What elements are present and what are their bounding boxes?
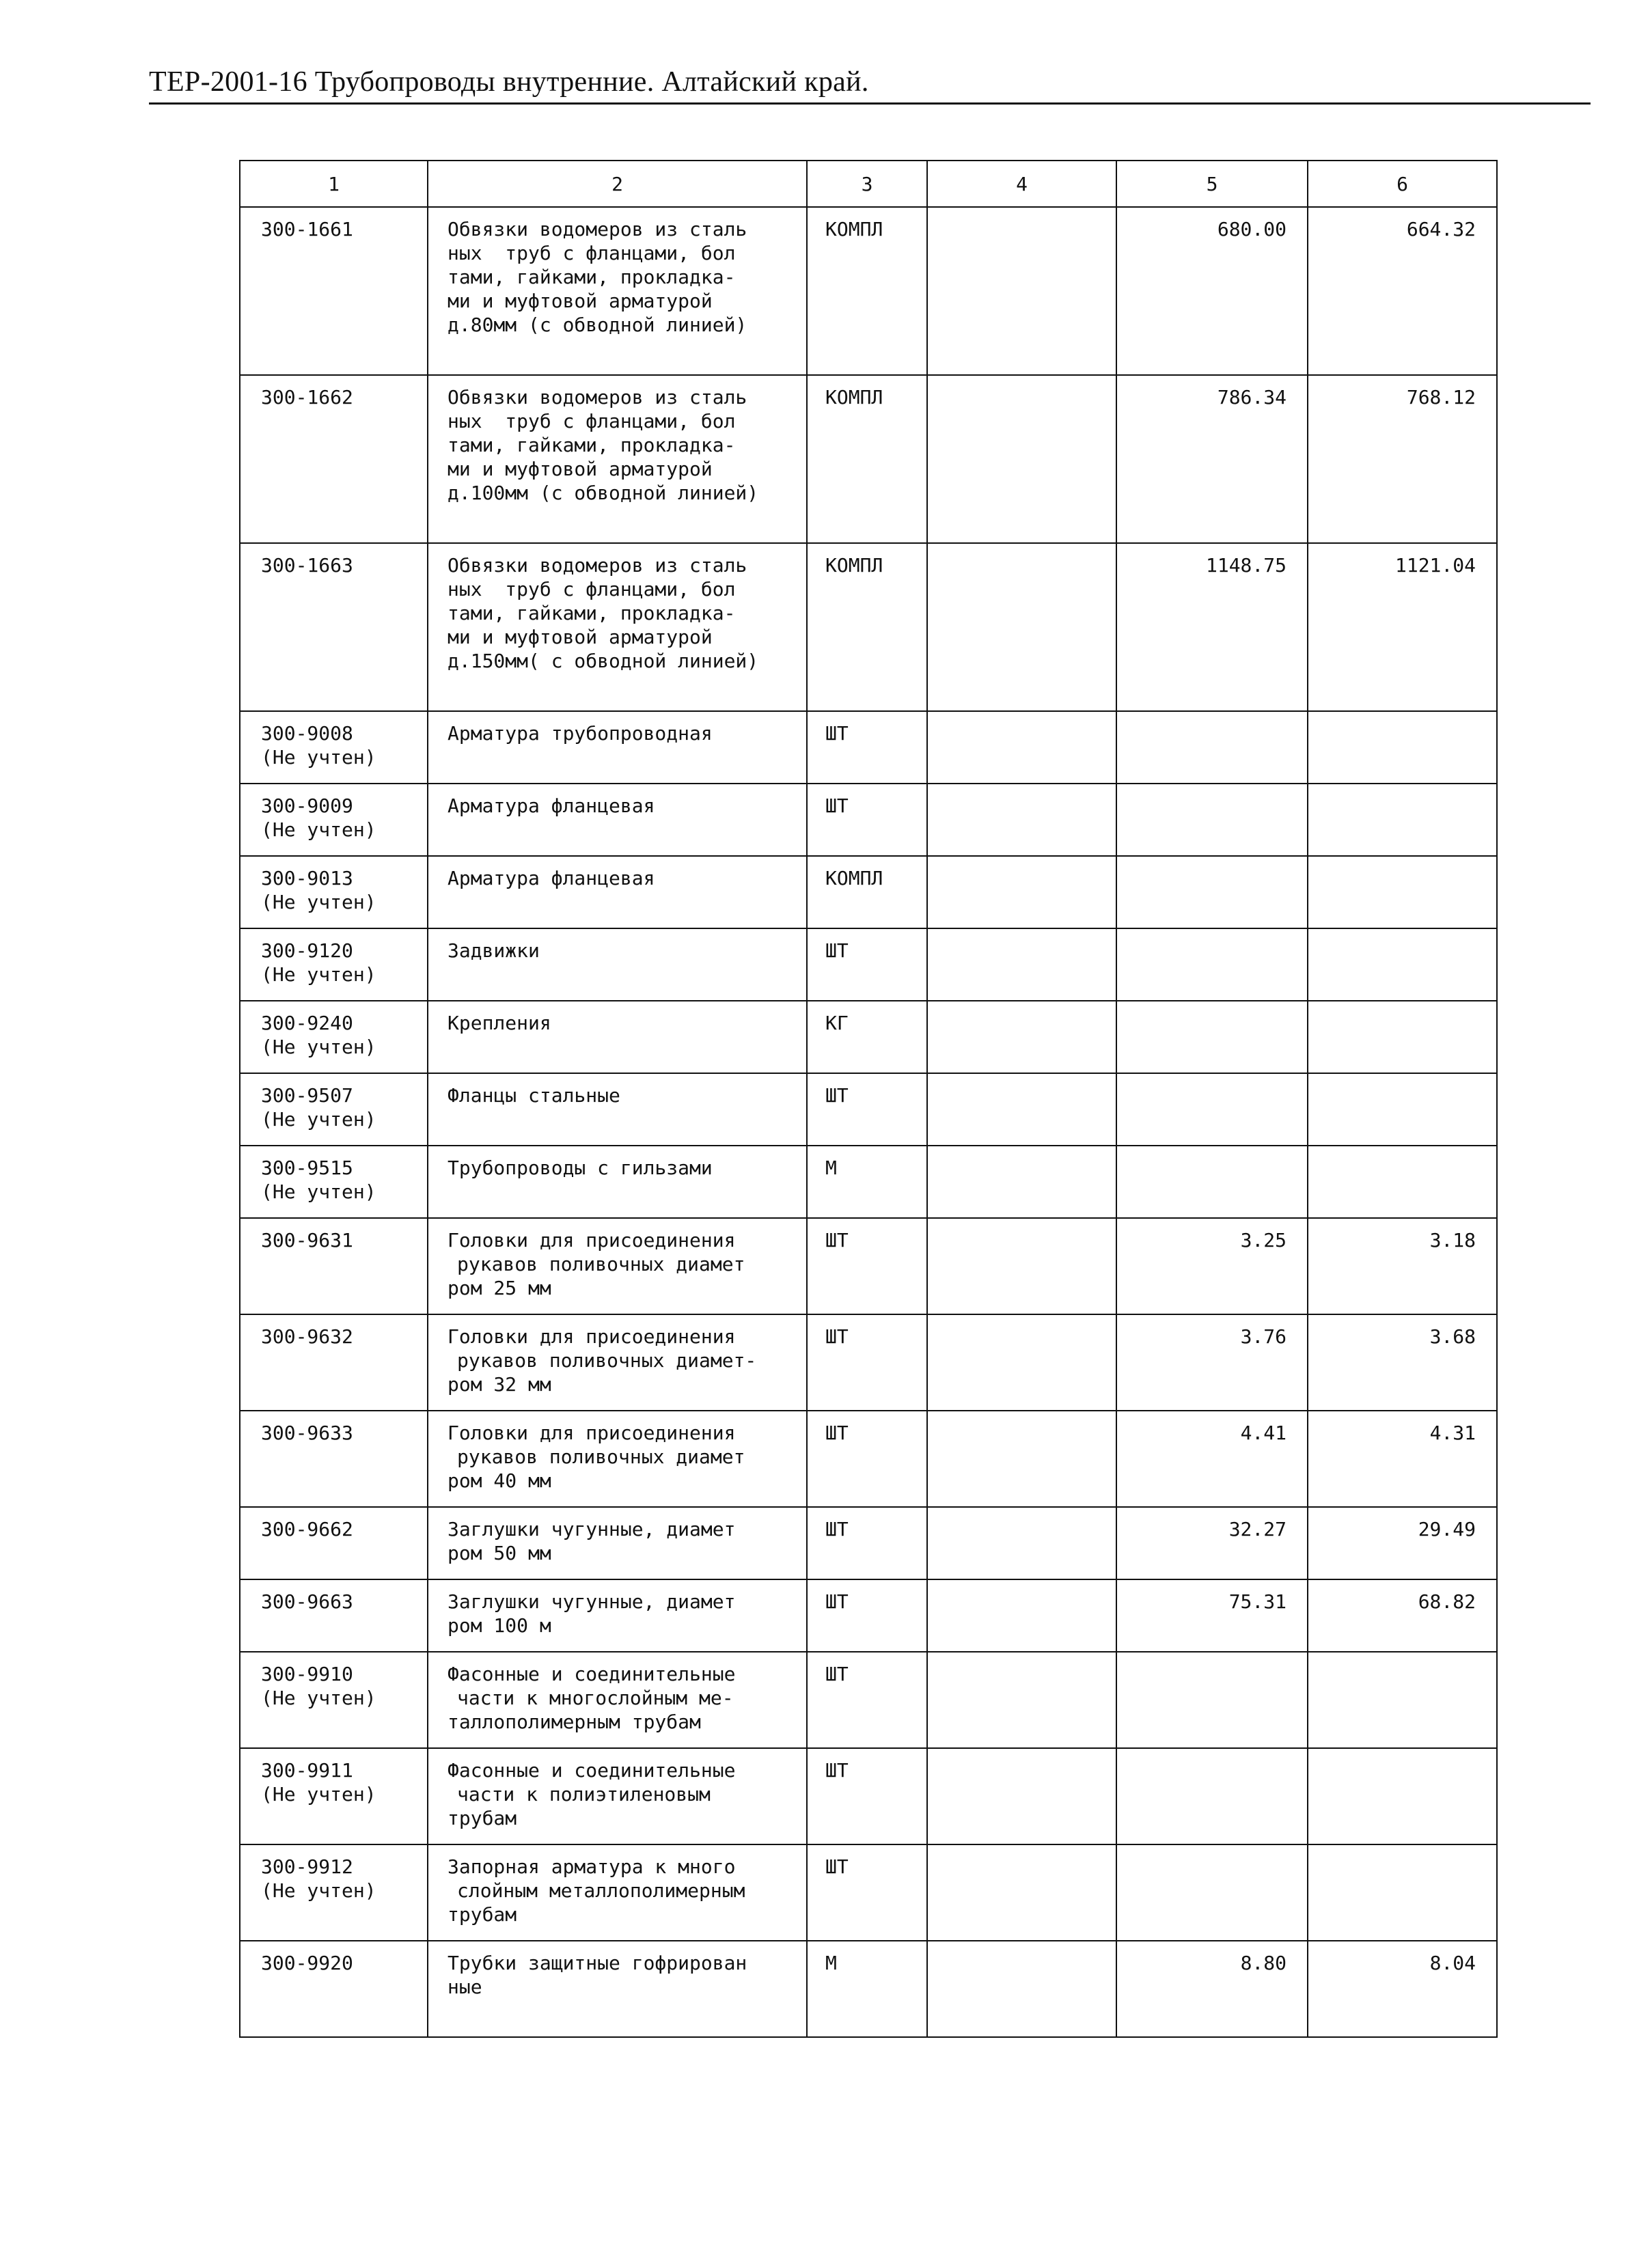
unit-cell: ШТ [807, 1652, 927, 1748]
row-code: 300-9631 [261, 1229, 353, 1251]
code-cell [240, 711, 428, 784]
name-line: трубам [448, 1903, 517, 1926]
code-cell [240, 1411, 428, 1507]
column-4-cell [927, 375, 1116, 543]
column-4-cell [927, 1314, 1116, 1411]
code-cell [240, 1579, 428, 1652]
unit-cell: М [807, 1146, 927, 1218]
column-6-price-cell: 3.18 [1308, 1218, 1497, 1314]
name-line: д.80мм (с обводной линией) [448, 314, 747, 336]
name-line: тами, гайками, прокладка- [448, 266, 736, 288]
column-5-price-cell: 75.31 [1116, 1579, 1308, 1652]
name-line: Обвязки водомеров из сталь [448, 218, 747, 240]
name-cell [428, 207, 807, 375]
name-line: рукавов поливочных диамет- [457, 1349, 757, 1372]
column-5-price-cell [1116, 1073, 1308, 1146]
column-5-price-cell [1116, 711, 1308, 784]
column-4-cell [927, 1579, 1116, 1652]
name-line: Фасонные и соединительные [448, 1759, 736, 1782]
name-cell [428, 856, 807, 928]
code-cell [240, 1844, 428, 1941]
code-cell [240, 1507, 428, 1579]
row-code: 300-9008 [261, 722, 353, 745]
column-5-price-cell: 8.80 [1116, 1941, 1308, 2037]
table-row [240, 1001, 1497, 1073]
name-cell [428, 1411, 807, 1507]
unit-cell: ШТ [807, 1748, 927, 1844]
name-cell [428, 1507, 807, 1579]
name-cell [428, 1844, 807, 1941]
name-line: части к полиэтиленовым [457, 1783, 711, 1806]
row-code: 300-9013 [261, 867, 353, 889]
row-note: (Не учтен) [261, 963, 376, 986]
column-4-cell [927, 1411, 1116, 1507]
row-code: 300-1663 [261, 554, 353, 577]
unit-cell: КОМПЛ [807, 207, 927, 375]
column-4-cell [927, 1941, 1116, 2037]
name-line: Головки для присоединения [448, 1229, 736, 1251]
row-note: (Не учтен) [261, 1108, 376, 1131]
name-line: ми и муфтовой арматурой [448, 458, 713, 480]
column-4-cell [927, 1652, 1116, 1748]
column-4-cell [927, 1001, 1116, 1073]
column-header: 4 [927, 161, 1116, 207]
table-row [240, 1218, 1497, 1314]
name-line: ром 40 мм [448, 1469, 551, 1492]
unit-cell: ШТ [807, 1073, 927, 1146]
column-header: 1 [240, 161, 428, 207]
column-6-price-cell [1308, 1748, 1497, 1844]
table-row [240, 856, 1497, 928]
name-line: Трубки защитные гофрирован [448, 1952, 747, 1974]
row-code: 300-9633 [261, 1422, 353, 1444]
name-line: части к многослойным ме- [457, 1687, 734, 1709]
name-line: д.100мм (с обводной линией) [448, 482, 759, 504]
table-row [240, 1411, 1497, 1507]
column-6-price-cell [1308, 856, 1497, 928]
name-cell [428, 1941, 807, 2037]
row-code: 300-9912 [261, 1855, 353, 1878]
column-4-cell [927, 1507, 1116, 1579]
name-line: Головки для присоединения [448, 1325, 736, 1348]
table-row [240, 375, 1497, 543]
column-4-cell [927, 1218, 1116, 1314]
code-cell [240, 543, 428, 711]
name-line: ные [448, 1976, 482, 1998]
table-row [240, 1073, 1497, 1146]
column-4-cell [927, 711, 1116, 784]
name-line: Запорная арматура к много [448, 1855, 736, 1878]
code-cell [240, 856, 428, 928]
unit-cell: ШТ [807, 1314, 927, 1411]
column-number-row [240, 161, 1497, 207]
column-4-cell [927, 856, 1116, 928]
column-6-price-cell [1308, 928, 1497, 1001]
name-cell [428, 543, 807, 711]
table-row [240, 543, 1497, 711]
row-code: 300-9662 [261, 1518, 353, 1540]
column-6-price-cell: 8.04 [1308, 1941, 1497, 2037]
table-row [240, 1941, 1497, 2037]
name-line: Обвязки водомеров из сталь [448, 386, 747, 409]
unit-cell: ШТ [807, 784, 927, 856]
name-cell [428, 1146, 807, 1218]
name-line: тами, гайками, прокладка- [448, 602, 736, 624]
row-code: 300-9009 [261, 794, 353, 817]
unit-cell: КГ [807, 1001, 927, 1073]
row-note: (Не учтен) [261, 1687, 376, 1709]
unit-cell: ШТ [807, 711, 927, 784]
unit-cell: КОМПЛ [807, 856, 927, 928]
name-line: Арматура фланцевая [448, 867, 655, 889]
row-code: 300-9120 [261, 939, 353, 962]
page-header: ТЕР-2001-16 Трубопроводы внутренние. Алтайский край. [149, 66, 869, 98]
name-line: рукавов поливочных диамет [457, 1253, 745, 1275]
name-line: ных труб с фланцами, бол [448, 242, 736, 264]
column-6-price-cell: 29.49 [1308, 1507, 1497, 1579]
column-6-price-cell [1308, 784, 1497, 856]
code-cell [240, 1146, 428, 1218]
unit-cell: ШТ [807, 1218, 927, 1314]
row-note: (Не учтен) [261, 818, 376, 841]
column-4-cell [927, 207, 1116, 375]
column-4-cell [927, 1073, 1116, 1146]
column-4-cell [927, 784, 1116, 856]
name-line: Головки для присоединения [448, 1422, 736, 1444]
column-5-price-cell: 786.34 [1116, 375, 1308, 543]
name-line: Крепления [448, 1012, 551, 1034]
table-row [240, 1748, 1497, 1844]
row-code: 300-9240 [261, 1012, 353, 1034]
code-cell [240, 1001, 428, 1073]
name-line: ром 25 мм [448, 1277, 551, 1299]
unit-cell: ШТ [807, 1411, 927, 1507]
column-5-price-cell: 32.27 [1116, 1507, 1308, 1579]
column-header: 5 [1116, 161, 1308, 207]
column-6-price-cell [1308, 711, 1497, 784]
column-5-price-cell: 3.76 [1116, 1314, 1308, 1411]
code-cell [240, 1314, 428, 1411]
name-line: Арматура трубопроводная [448, 722, 713, 745]
table-row [240, 1314, 1497, 1411]
table-row [240, 1652, 1497, 1748]
column-6-price-cell [1308, 1844, 1497, 1941]
name-line: таллополимерным трубам [448, 1711, 701, 1733]
column-6-price-cell [1308, 1146, 1497, 1218]
column-5-price-cell: 1148.75 [1116, 543, 1308, 711]
unit-cell: ШТ [807, 928, 927, 1001]
table-row [240, 1146, 1497, 1218]
name-cell [428, 928, 807, 1001]
unit-cell: КОМПЛ [807, 543, 927, 711]
code-cell [240, 928, 428, 1001]
name-line: Трубопроводы с гильзами [448, 1157, 713, 1179]
name-cell [428, 375, 807, 543]
price-table [239, 160, 1498, 2038]
name-cell [428, 784, 807, 856]
column-6-price-cell: 68.82 [1308, 1579, 1497, 1652]
code-cell [240, 207, 428, 375]
column-4-cell [927, 928, 1116, 1001]
name-line: ром 50 мм [448, 1542, 551, 1564]
column-6-price-cell: 3.68 [1308, 1314, 1497, 1411]
row-code: 300-9911 [261, 1759, 353, 1782]
column-5-price-cell: 4.41 [1116, 1411, 1308, 1507]
name-cell [428, 1579, 807, 1652]
row-note: (Не учтен) [261, 1180, 376, 1203]
name-line: трубам [448, 1807, 517, 1829]
row-code: 300-9507 [261, 1084, 353, 1107]
column-5-price-cell [1116, 1652, 1308, 1748]
row-note: (Не учтен) [261, 891, 376, 913]
name-line: ром 100 м [448, 1614, 551, 1637]
row-code: 300-9515 [261, 1157, 353, 1179]
column-6-price-cell: 664.32 [1308, 207, 1497, 375]
name-line: д.150мм( с обводной линией) [448, 650, 759, 672]
name-cell [428, 1218, 807, 1314]
column-5-price-cell [1116, 1844, 1308, 1941]
name-line: Обвязки водомеров из сталь [448, 554, 747, 577]
table-row [240, 784, 1497, 856]
header-rule [149, 102, 1591, 105]
table-row [240, 207, 1497, 375]
column-6-price-cell [1308, 1073, 1497, 1146]
column-5-price-cell [1116, 928, 1308, 1001]
name-line: ми и муфтовой арматурой [448, 290, 713, 312]
name-cell [428, 711, 807, 784]
name-line: ми и муфтовой арматурой [448, 626, 713, 648]
unit-cell: ШТ [807, 1579, 927, 1652]
name-line: Арматура фланцевая [448, 794, 655, 817]
row-code: 300-1662 [261, 386, 353, 409]
column-4-cell [927, 1146, 1116, 1218]
column-4-cell [927, 1748, 1116, 1844]
name-line: ных труб с фланцами, бол [448, 578, 736, 600]
name-cell [428, 1073, 807, 1146]
column-header: 3 [807, 161, 927, 207]
code-cell [240, 1748, 428, 1844]
unit-cell: КОМПЛ [807, 375, 927, 543]
column-4-cell [927, 1844, 1116, 1941]
name-cell [428, 1652, 807, 1748]
column-header: 6 [1308, 161, 1497, 207]
code-cell [240, 1218, 428, 1314]
name-line: Фасонные и соединительные [448, 1663, 736, 1685]
column-5-price-cell [1116, 784, 1308, 856]
unit-cell: ШТ [807, 1507, 927, 1579]
column-6-price-cell: 768.12 [1308, 375, 1497, 543]
row-code: 300-9632 [261, 1325, 353, 1348]
table-row [240, 1507, 1497, 1579]
table-row [240, 711, 1497, 784]
name-line: Заглушки чугунные, диамет [448, 1518, 736, 1540]
column-5-price-cell: 3.25 [1116, 1218, 1308, 1314]
row-note: (Не учтен) [261, 746, 376, 769]
column-6-price-cell [1308, 1001, 1497, 1073]
table-row [240, 1579, 1497, 1652]
name-line: ных труб с фланцами, бол [448, 410, 736, 432]
row-note: (Не учтен) [261, 1879, 376, 1902]
column-5-price-cell [1116, 1001, 1308, 1073]
name-cell [428, 1748, 807, 1844]
column-5-price-cell [1116, 1146, 1308, 1218]
code-cell [240, 375, 428, 543]
code-cell [240, 1652, 428, 1748]
code-cell [240, 1941, 428, 2037]
name-line: тами, гайками, прокладка- [448, 434, 736, 456]
row-code: 300-9910 [261, 1663, 353, 1685]
row-note: (Не учтен) [261, 1036, 376, 1058]
column-4-cell [927, 543, 1116, 711]
column-6-price-cell: 1121.04 [1308, 543, 1497, 711]
unit-cell: М [807, 1941, 927, 2037]
table-row [240, 1844, 1497, 1941]
row-code: 300-9920 [261, 1952, 353, 1974]
row-code: 300-9663 [261, 1590, 353, 1613]
column-6-price-cell [1308, 1652, 1497, 1748]
unit-cell: ШТ [807, 1844, 927, 1941]
code-cell [240, 784, 428, 856]
code-cell [240, 1073, 428, 1146]
column-5-price-cell [1116, 1748, 1308, 1844]
name-line: ром 32 мм [448, 1373, 551, 1396]
name-line: Заглушки чугунные, диамет [448, 1590, 736, 1613]
row-note: (Не учтен) [261, 1783, 376, 1806]
name-line: рукавов поливочных диамет [457, 1446, 745, 1468]
name-line: слойным металлополимерным [457, 1879, 745, 1902]
name-line: Фланцы стальные [448, 1084, 620, 1107]
row-code: 300-1661 [261, 218, 353, 240]
table-row [240, 928, 1497, 1001]
name-line: Задвижки [448, 939, 540, 962]
column-5-price-cell [1116, 856, 1308, 928]
column-header: 2 [428, 161, 807, 207]
name-cell [428, 1001, 807, 1073]
name-cell [428, 1314, 807, 1411]
column-6-price-cell: 4.31 [1308, 1411, 1497, 1507]
column-5-price-cell: 680.00 [1116, 207, 1308, 375]
